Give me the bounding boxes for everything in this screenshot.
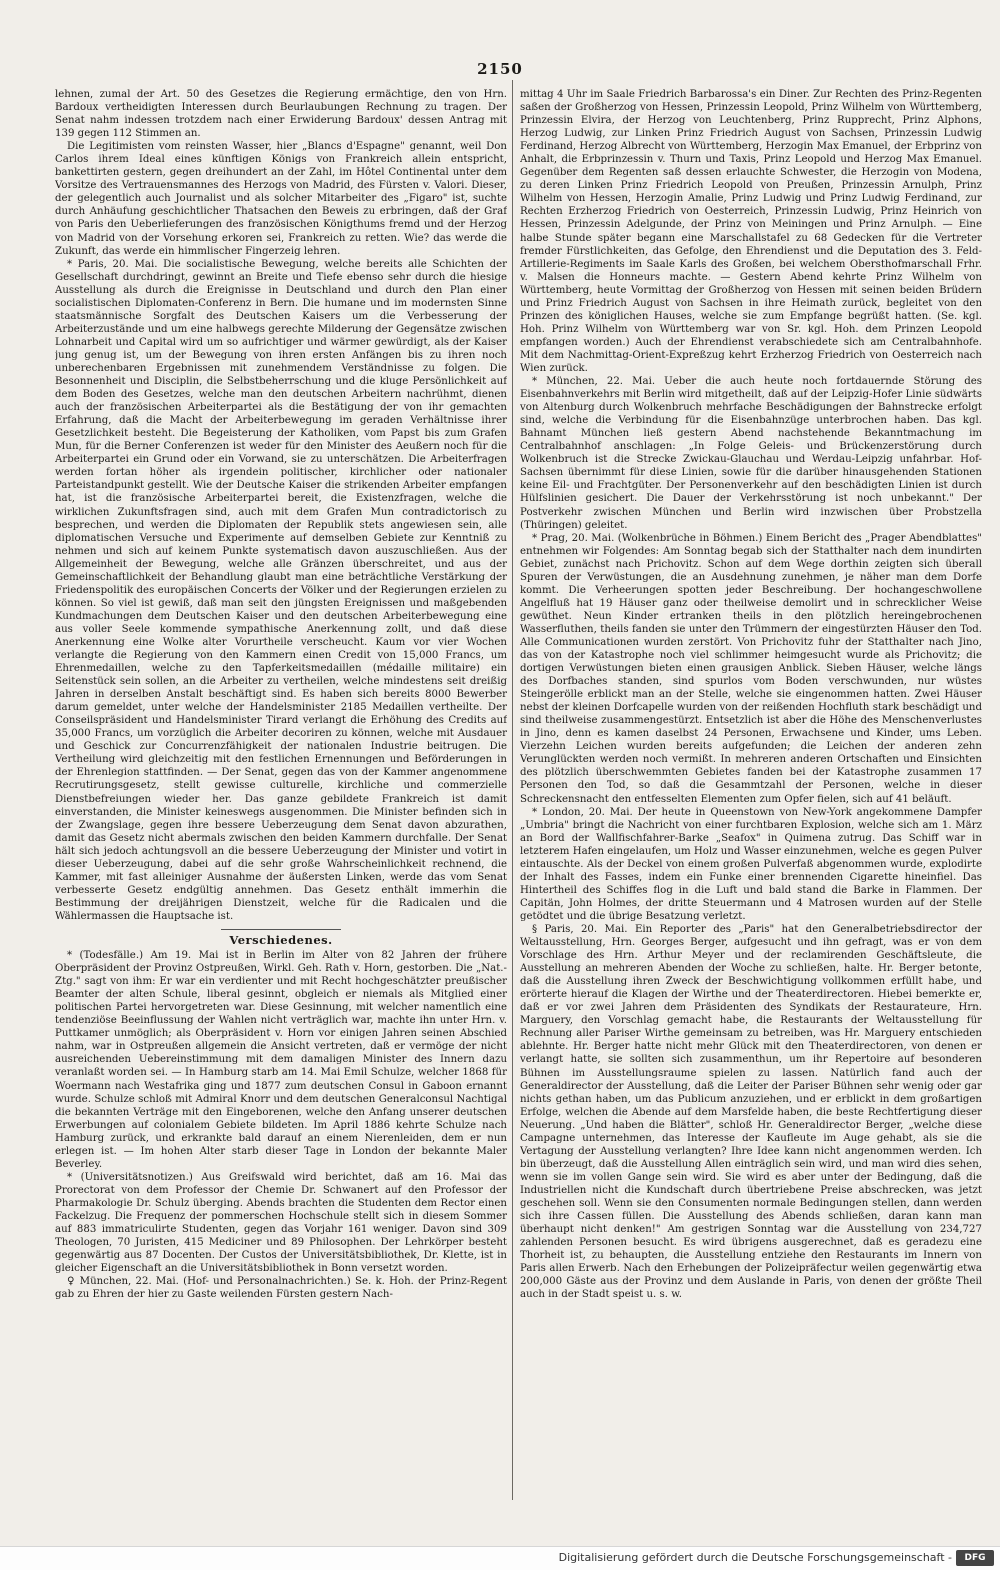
section-rule bbox=[221, 929, 341, 930]
right-column bbox=[520, 88, 982, 1478]
paragraph: mittag 4 Uhr im Saale Friedrich Barbarossa's ein Diner. Zur Rechten des Prinz-Regenten saßen der Großherzog von Hessen, Prinzessin Leopold, Prinz Wilhelm von Württemberg, Prinzessin Elvira, der Herzog von Leuchtenberg, Prinz Rupprecht, Prinz Alphons, Herzog Ludwig, zur Linken Prinz Friedrich August von Sachsen, Prinzessin Ludwig Ferdinand, Herzog Albrecht von Württemberg, Herzogin Max Emanuel, der Erbprinz von Anhalt, die Erbprinzessin v. Thurn und Taxis, Prinz Leopold und Herzog Max Emanuel. Gegenüber dem Regenten saß dessen erlauchte Schwester, die Herzogin von Modena, zu deren Linken Prinz Friedrich Leopold von Preußen, Prinzessin Arnulph, Prinz Wilhelm von Hessen, Herzogin Amalie, Prinz Ludwig und Prinz Ludwig Ferdinand, zur Rechten Erzherzog Friedrich von Oesterreich, Prinzessin Ludwig, Prinz Heinrich von Hessen, Prinzessin Adelgunde, der Prinz von Meiningen und Prinz Arnulph. — Eine halbe Stunde später begann eine Marschallstafel zu 68 Gedecken für die Vertreter fremder Fürstlichkeiten, das Gefolge, den Ehrendienst und die Deputation des 3. Feld-Artillerie-Regiments im Saale Karls des Großen, bei welchem Obersthofmarschall Frhr. v. Malsen die Honneurs machte. — Gestern Abend kehrte Prinz Wilhelm von Württemberg, heute Vormittag der Großherzog von Hessen mit seinen beiden Brüdern und Prinz Friedrich August von Sachsen in ihre Heimath zurück, begleitet von den Prinzen des königlichen Hauses, welche sie zum Empfange begrüßt hatten. (Se. kgl. Hoh. Prinz Wilhelm von Württemberg war von Sr. kgl. Hoh. dem Prinzen Leopold empfangen worden.) Auch der Ehrendienst verabschiedete sich am Centralbahnhofe. Mit dem Nachmittag-Orient-Expreßzug kehrt Erzherzog Friedrich von Oesterreich nach Wien zurück. bbox=[520, 89, 982, 374]
footer-credit: Digitalisierung gefördert durch die Deutsche Forschungsgemeinschaft - bbox=[558, 1551, 952, 1564]
digitization-footer bbox=[0, 1546, 1000, 1570]
paragraph: ♀ München, 22. Mai. (Hof- und Personalnachrichten.) Se. k. Hoh. der Prinz-Regent gab zu Ehren der hier zu Gaste weilenden Fürsten gestern Nach- bbox=[55, 1276, 507, 1301]
paragraph: lehnen, zumal der Art. 50 des Gesetzes die Regierung ermächtige, den von Hrn. Bardoux vertheidigten Interessen durch Beurlaubungen Rechnung zu tragen. Der Senat nahm indessen trotzdem nach einer Erwiderung Bardoux' dessen Antrag mit 139 gegen 112 Stimmen an. bbox=[55, 89, 507, 140]
paragraph: * London, 20. Mai. Der heute in Queenstown von New-York angekommene Dampfer „Umbria" bringt die Nachricht von einer furchtbaren Explosion, welche sich am 1. März an Bord der Wallfischfahrer-Barke „Seafox" in Quimena zutrug. Das Schiff war in letzterem Hafen eingelaufen, um Holz und Wasser einzunehmen, welche es gegen Pulver eintauschte. Als der Deckel von einem großen Pulverfaß abgenommen wurde, explodirte der Inhalt des Fasses, indem ein Funke einer brennenden Cigarette hineinfiel. Das Hintertheil des Schiffes flog in die Luft und bald stand die Barke in Flammen. Der Capitän, John Holmes, der dritte Steuermann und 4 Matrosen wurden auf der Stelle getödtet und die übrige Besatzung verletzt. bbox=[520, 806, 982, 922]
paragraph: * (Todesfälle.) Am 19. Mai ist in Berlin im Alter von 82 Jahren der frühere Oberpräsident der Provinz Ostpreußen, Wirkl. Geh. Rath v. Horn, gestorben. Die „Nat.-Ztg." sagt von ihm: Er war ein verdienter und mit Recht hochgeschätzter preußischer Beamter der alten Schule, liberal gesinnt, obgleich er niemals als Mitglied einer politischen Partei hervorgetreten war. Diese Gesinnung, mit welcher namentlich eine tendenziöse Beeinflussung der Wahlen nicht verträglich war, machte ihn unter Hrn. v. Puttkamer unmöglich; als Oberpräsident v. Horn vor einigen Jahren seinen Abschied nahm, war in Ostpreußen allgemein die Ansicht vertreten, daß er vermöge der nicht ausreichenden Uebereinstimmung mit dem damaligen Minister des Innern dazu veranlaßt worden sei. — In Hamburg starb am 14. Mai Emil Schulze, welcher 1868 für Woermann nach Westafrika ging und 1877 zum deutschen Consul in Gaboon ernannt wurde. Schulze schloß mit Admiral Knorr und dem deutschen Generalconsul Nachtigal die bekannten Verträge mit den Eingeborenen, welche den Anfang unserer deutschen Erwerbungen auf colonialem Gebiete bildeten. Im April 1886 kehrte Schulze nach Hamburg zurück, und erkrankte bald darauf an einem Nierenleiden, dem er nun erlegen ist. — Im hohen Alter starb dieser Tage in London der bekannte Maler Beverley. bbox=[55, 950, 507, 1170]
paragraph: * Prag, 20. Mai. (Wolkenbrüche in Böhmen.) Einem Bericht des „Prager Abendblattes" entnehmen wir Folgendes: Am Sonntag begab sich der Statthalter nach dem inundirten Gebiet, zunächst nach Prichovitz. Schon auf dem Wege dorthin zeigten sich überall Spuren der Verwüstungen, die an Ausdehnung zunehmen, je näher man dem Dorfe kommt. Die Verheerungen spotten jeder Beschreibung. Der hochangeschwollene Angelfluß hat 19 Häuser ganz oder theilweise demolirt und in schrecklicher Weise gewüthet. Neun Kinder ertranken theils in den plötzlich hereingebrochenen Wasserfluthen, theils fanden sie unter den Trümmern der eingestürzten Häuser den Tod. Alle Communicationen wurden zerstört. Von Prichovitz fuhr der Statthalter nach Jino, das von der Katastrophe noch viel schlimmer heimgesucht wurde als Prichovitz; die dortigen Verwüstungen bieten einen grausigen Anblick. Sieben Häuser, welche längs des Dorfbaches standen, sind spurlos vom Boden verschwunden, nur wüstes Steingerölle erblickt man an der Stelle, welche sie eingenommen hatten. Zwei Häuser nebst der kleinen Dorfcapelle wurden von der reißenden Hochfluth stark beschädigt und sind theilweise zusammengestürzt. Entsetzlich ist aber die Höhe des Menschenverlustes in Jino, denn es kamen daselbst 24 Personen, Erwachsene und Kinder, ums Leben. Vierzehn Leichen wurden bereits aufgefunden; die Leichen der anderen zehn Verunglückten werden noch vermißt. In mehreren anderen Ortschaften und Einsichten des plötzlich überschwemmten Gebietes fanden bei der Katastrophe zusammen 17 Personen den Tod, so daß die Gesammtzahl der Personen, welche in dieser Schreckensnacht den entfesselten Elementen zum Opfer fielen, sich auf 41 beläuft. bbox=[520, 532, 982, 805]
paragraph: * (Universitätsnotizen.) Aus Greifswald wird berichtet, daß am 16. Mai das Prorectorat von dem Professor der Chemie Dr. Schwanert auf den Professor der Pharmakologie Dr. Schulz überging. Abends brachten die Studenten dem Rector einen Fackelzug. Die Frequenz der pommerschen Hochschule stellt sich in diesem Sommer auf 883 immatriculirte Studenten, gegen das Vorjahr 161 weniger. Davon sind 309 Theologen, 70 Juristen, 415 Mediciner und 89 Philosophen. Der Lehrkörper besteht gegenwärtig aus 87 Docenten. Der Custos der Universitätsbibliothek, Dr. Klette, ist in gleicher Eigenschaft an die Universitätsbibliothek in Bonn versetzt worden. bbox=[55, 1171, 507, 1275]
left-column bbox=[55, 88, 507, 1498]
column-divider bbox=[512, 80, 513, 1500]
dfg-logo: DFG bbox=[956, 1550, 994, 1566]
page-number: 2150 bbox=[477, 60, 523, 78]
section-title: Verschiedenes. bbox=[229, 933, 333, 947]
paragraph: § Paris, 20. Mai. Ein Reporter des „Paris" hat den Generalbetriebsdirector der Weltausstellung, Hrn. Georges Berger, aufgesucht und ihn gefragt, was er von dem Vorschlage des Hrn. Arthur Meyer und der reclamirenden Geschäftsleute, die Ausstellung an mehreren Abenden der Woche zu schließen, halte. Hr. Berger betonte, daß die Ausstellung ihren Zweck der Beschwichtigung vollkommen erfüllt habe, und erörterte hierauf die Klagen der Wirthe und der Theaterdirectoren. Hiebei bemerkte er, daß er vor zwei Jahren dem Präsidenten des Syndikats der Restaurateure, Hrn. Marguery, den Vorschlag gemacht habe, die Restaurants der Weltausstellung für Rechnung aller Pariser Wirthe gemeinsam zu betreiben, was Hr. Marguery entschieden ablehnte. Hr. Berger hatte nicht mehr Glück mit den Theaterdirectoren, von denen er verlangt hatte, sie sollten sich zusammenthun, um ihr Repertoire auf besonderen Bühnen im Ausstellungsraume spielen zu lassen. Natürlich fand auch der Generaldirector der Ausstellung, daß die Leiter der Pariser Bühnen sehr wenig oder gar nichts gethan haben, um das Publicum anzuziehen, und er erblickt in dem großartigen Erfolge, welchen die Abende auf dem Marsfelde haben, die beste Rechtfertigung dieser Neuerung. „Und haben die Blätter", schloß Hr. Generaldirector Berger, „welche diese Campagne unternehmen, das Interesse der Kaufleute im Auge gehabt, als sie die Vertagung der Ausstellung verlangten? Ihre Idee kann nicht angenommen werden. Ich bin überzeugt, daß die Ausstellung Allen einträglich sein wird, und man wird dies sehen, wenn sie im vollen Gange sein wird. Sie wird es aber unter der Bedingung, daß die Industriellen nicht die Kundschaft durch übertriebene Preise abschrecken, was jetzt geschehen soll. Wenn sie den Consumenten normale Bedingungen stellen, dann werden sich ihre Cassen füllen. Die Ausstellung des Abends schließen, daran kann man überhaupt nicht denken!" Am gestrigen Sonntag war die Ausstellung von 234,727 zahlenden Personen besucht. Es wird übrigens ausgerechnet, daß es geradezu eine Thorheit ist, zu behaupten, die Ausstellung entziehe den Restaurants im Innern von Paris allen Erwerb. Nach den Erhebungen der Polizeipräfectur weilen gegenwärtig etwa 200,000 Gäste aus der Provinz und dem Auslande in Paris, von denen der größte Theil auch in der Stadt speist u. s. w. bbox=[520, 924, 982, 1301]
paragraph: * Paris, 20. Mai. Die socialistische Bewegung, welche bereits alle Schichten der Gesellschaft durchdringt, gewinnt an Breite und Tiefe ebenso sehr durch die hiesige Ausstellung als durch die Ereignisse in Deutschland und durch den Plan einer socialistischen Diplomaten-Conferenz in Bern. Die humane und im modernsten Sinne staatsmännische Sorgfalt des Deutschen Kaisers um die Verbesserung der Arbeiterzustände und um eine halbwegs gerechte Milderung der Gegensätze zwischen Lohnarbeit und Capital wird um so aufrichtiger und wärmer gewürdigt, als der Kaiser jung genug ist, um der Bewegung von ihren ersten Anfängen bis zu ihren noch unberechenbaren Ergebnissen mit zunehmendem Verständnisse zu folgen. Die Besonnenheit und Disciplin, die Selbstbeherrschung und die kluge Persönlichkeit auf dem Boden des Gesetzes, welche man den deutschen Arbeitern nachrühmt, dienen auch der französischen Arbeiterpartei als die Bestätigung der von ihr gemachten Erfahrung, daß die Macht der Arbeiterbewegung im geraden Verhältnisse ihrer Gesetzlichkeit besteht. Die Begeisterung der Katholiken, vom Papst bis zum Grafen Mun, für die Berner Conferenzen ist weder für den Minister des Aeußern noch für die Arbeiterpartei ein Grund oder ein Vorwand, sie zu unterschätzen. Die Arbeiterfragen werden fortan höher als irgendein politischer, kirchlicher oder nationaler Parteistandpunkt gestellt. Wie der Deutsche Kaiser die strikenden Arbeiter empfangen hat, ist die französische Arbeiterpartei bereit, die Existenzfragen, welche die wirklichen Zukunftsfragen sind, auch mit dem Grafen Mun contradictorisch zu besprechen, und werden die Diplomaten der Republik stets angewiesen sein, alle diplomatischen Versuche und Experimente auf demselben Gebiete zur Kenntniß zu nehmen und sich auf keinem Punkte systematisch davon auszuschließen. Aus der Allgemeinheit der Bewegung, welche alle Gränzen überschreitet, und aus der Gemeinschaftlichkeit der Behandlung glaubt man eine beträchtliche Verstärkung der Friedenspolitik des europäischen Concerts der Völker und der Regierungen erzielen zu können. So viel ist gewiß, daß man seit den jüngsten Ereignissen und maßgebenden Kundmachungen dem Deutschen Kaiser und den deutschen Arbeiterbewegung eine aus voller Seele kommende sympathische Anerkennung zollt, und daß diese Anerkennung eine Wolke alter Vorurtheile verscheucht. Kaum vor vier Wochen verlangte die Regierung von den Kammern einen Credit von 15,000 Francs, um Ehrenmedaillen, welche zu den Tapferkeitsmedaillen (médaille militaire) ein Seitenstück sein sollen, an die Arbeiter zu vertheilen, welche mindestens seit dreißig Jahren in derselben Anstalt beschäftigt sind. Es haben sich bereits 8000 Bewerber darum gemeldet, unter welche der Handelsminister 2185 Medaillen vertheilte. Der Conseilspräsident und Handelsminister Tirard verlangt die Erhöhung des Credits auf 35,000 Francs, um vorzüglich die Arbeiter decoriren zu können, welche mit Ausdauer und Geschick zur Concurrenzfähigkeit der nationalen Industrie beitrugen. Die Vertheilung wird gleichzeitig mit den festlichen Ernennungen und Beförderungen in der Ehrenlegion stattfinden. — Der Senat, gegen das von der Kammer angenommene Recrutirungsgesetz, stellt gewisse culturelle, kirchliche und commerzielle Dienstbefreiungen wieder her. Das ganze gebildete Frankreich ist damit einverstanden, die Minister keineswegs ausgenommen. Die Minister befinden sich in der Zwangslage, gegen ihre bessere Ueberzeugung dem Senat davon abzurathen, damit das Gesetz nicht abermals zwischen den beiden Kammern durchfalle. Der Senat hält sich jedoch achtungsvoll an die bessere Ueberzeugung der Minister und votirt in dieser Ueberzeugung, dabei auf die sehr große Wahrscheinlichkeit rechnend, die Kammer, mit fast alleiniger Ausnahme der äußersten Linken, werde das vom Senat verbesserte Gesetz endgültig annehmen. Das Gesetz enthält immerhin die Bestimmung der dreijährigen Dienstzeit, welche für die Radicalen und die Wählermassen die Hauptsache ist. bbox=[55, 258, 507, 922]
paragraph: * München, 22. Mai. Ueber die auch heute noch fortdauernde Störung des Eisenbahnverkehrs mit Berlin wird mitgetheilt, daß auf der Leipzig-Hofer Linie südwärts von Altenburg durch Wolkenbruch mehrfache Beschädigungen der Bahnstrecke erfolgt sind, welche die Verbindung für die Eisenbahnzüge unterbrochen haben. Das kgl. Bahnamt München ließ gestern Abend nachstehende Bekanntmachung im Centralbahnhof anschlagen: „In Folge Geleis- und Brückenzerstörung durch Wolkenbruch ist die Strecke Zwickau-Glauchau und Werdau-Leipzig unfahrbar. Hof-Sachsen übernimmt für diese Linien, sowie für die darüber hinausgehenden Stationen keine Eil- und Frachtgüter. Der Personenverkehr auf den beschädigten Linien ist durch Hülfslinien gesichert. Die Dauer der Verkehrsstörung ist noch unbekannt." Der Postverkehr zwischen München und Berlin wird inzwischen über Probstzella (Thüringen) geleitet. bbox=[520, 376, 982, 531]
paragraph: Die Legitimisten vom reinsten Wasser, hier „Blancs d'Espagne" genannt, weil Don Carlos ihrem Ideal eines künftigen Königs von Frankreich allein entspricht, bankettirten gestern, gegen dreihundert an der Zahl, im Hôtel Continental unter dem Vorsitze des Vertrauensmannes des Herzogs von Madrid, des Fürsten v. Valori. Dieser, der gelegentlich auch Journalist und als solcher Mitarbeiter des „Figaro" ist, suchte durch Anhäufung geschichtlicher Thatsachen den Beweis zu erbringen, daß der Graf von Paris den Ueberlieferungen des französischen Königthums fremd und der Herzog von Madrid von der Vorsehung erkoren sei, Frankreich zu retten. Wie? das werde die Zukunft, das werde ein himmlischer Fingerzeig lehren. bbox=[55, 141, 507, 257]
